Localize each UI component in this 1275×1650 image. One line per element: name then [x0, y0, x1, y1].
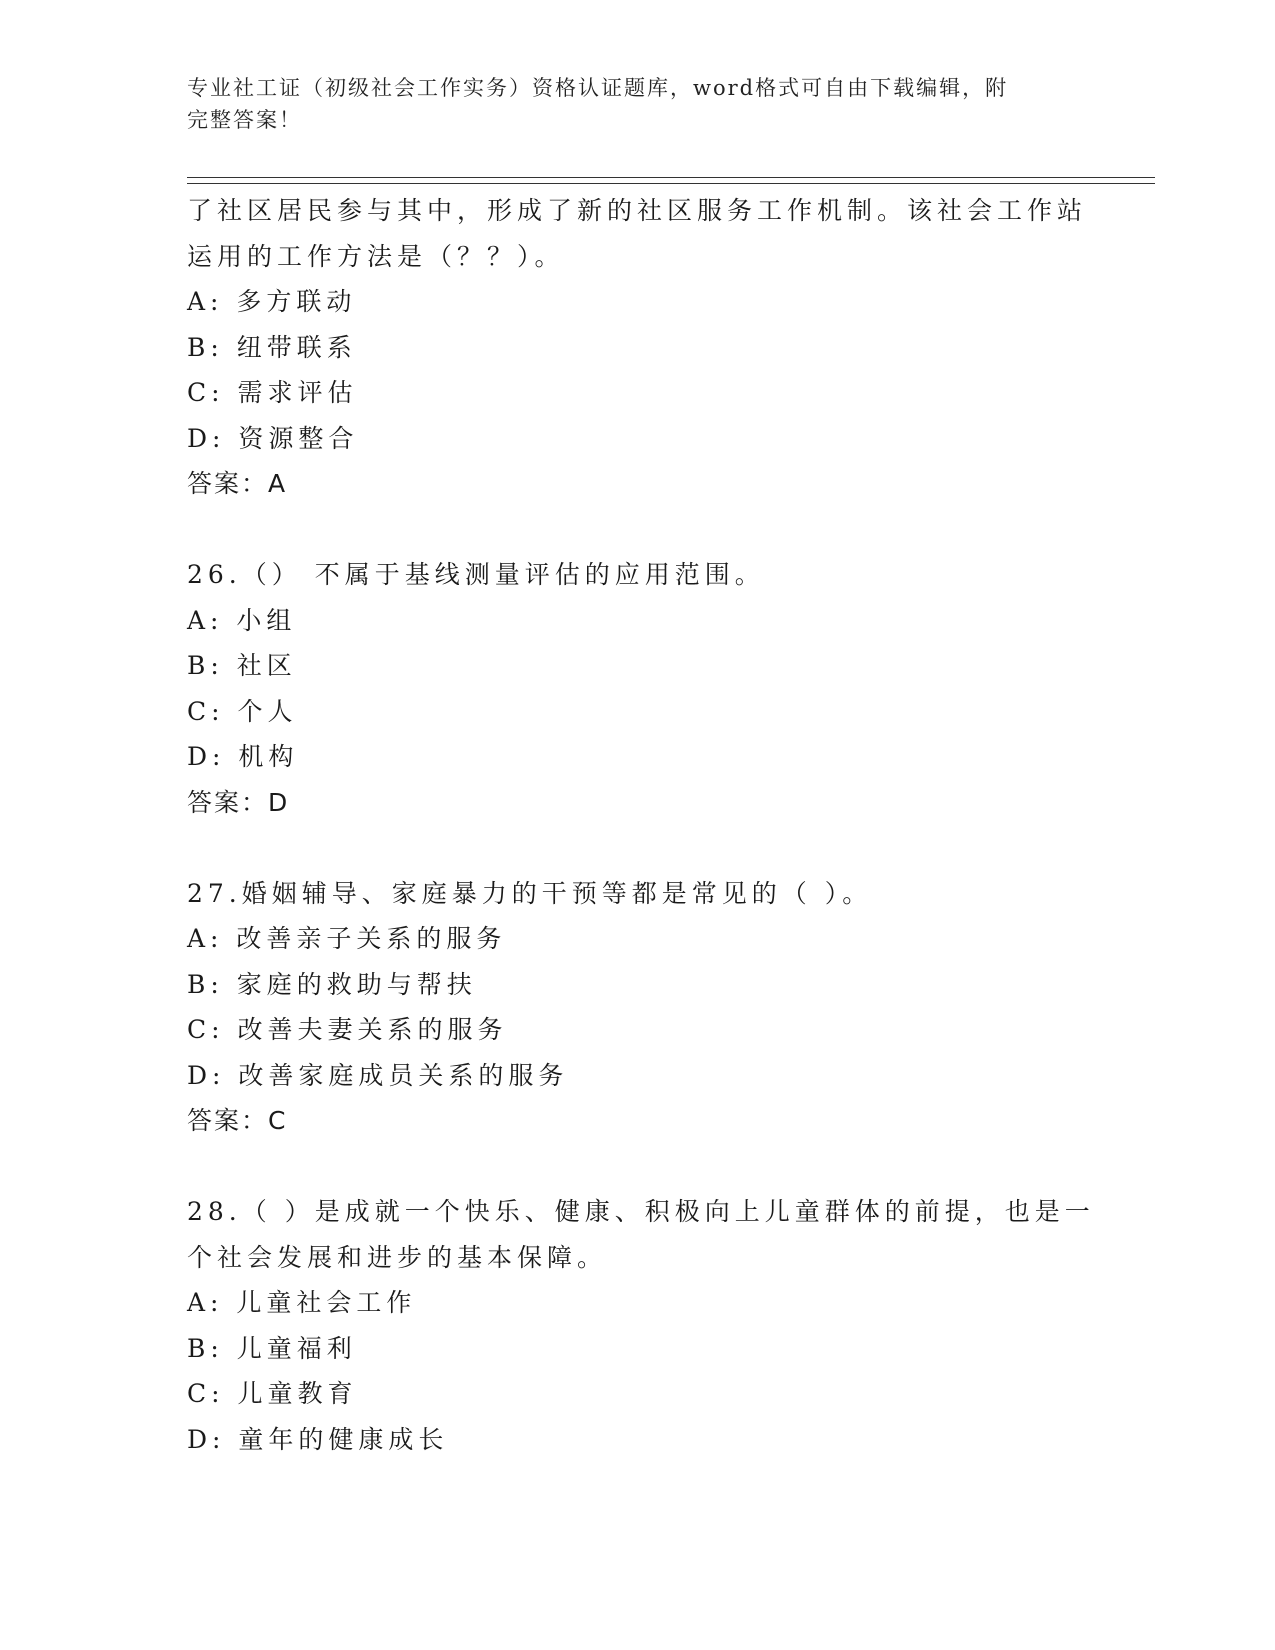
option-c: C: 改善夫妻关系的服务 [187, 1015, 508, 1044]
option-c: C: 需求评估 [187, 378, 358, 407]
answer-line: 答案：A [187, 469, 288, 498]
header-double-rule [187, 177, 1155, 184]
spacer [187, 1144, 1087, 1190]
option-c: C: 个人 [187, 696, 298, 726]
question-stem-line: 28.（ ）是成就一个快乐、健康、积极向上儿童群体的前提，也是一 [187, 1197, 1095, 1226]
answer-line: 答案：C [187, 1106, 288, 1135]
option-a: A: 小组 [187, 605, 297, 635]
header-line-2: 完整答案！ [187, 108, 302, 132]
option-d: D: 童年的健康成长 [187, 1424, 449, 1454]
header-line-1: 专业社工证（初级社会工作实务）资格认证题库，word格式可自由下载编辑，附 [187, 76, 1009, 100]
spacer [187, 825, 1087, 871]
document-body [187, 188, 1095, 1462]
option-d: D: 改善家庭成员关系的服务 [187, 1060, 569, 1090]
question-stem-line: 运用的工作方法是（？？）。 [187, 241, 565, 271]
option-a: A: 儿童社会工作 [187, 1288, 417, 1317]
option-b: B: 儿童福利 [187, 1333, 357, 1363]
option-b: B: 社区 [187, 651, 297, 680]
option-c: C: 儿童教育 [187, 1379, 358, 1408]
question-stem-line: 个社会发展和进步的基本保障。 [187, 1242, 608, 1272]
option-d: D: 机构 [187, 742, 299, 771]
answer-line: 答案：D [187, 787, 290, 817]
option-d: D: 资源整合 [187, 423, 359, 453]
option-a: A: 多方联动 [187, 287, 357, 316]
page-header [187, 72, 1067, 136]
option-b: B: 纽带联系 [187, 332, 357, 362]
spacer [187, 507, 1087, 553]
option-a: A: 改善亲子关系的服务 [187, 924, 507, 953]
question-25-continuation [187, 188, 1087, 507]
option-b: B: 家庭的救助与帮扶 [187, 969, 477, 999]
question-stem: 26.（） 不属于基线测量评估的应用范围。 [187, 560, 765, 589]
question-stem-line: 了社区居民参与其中，形成了新的社区服务工作机制。该社会工作站 [187, 196, 1088, 225]
question-28 [187, 1189, 1095, 1462]
question-27 [187, 871, 1087, 1144]
question-26 [187, 552, 1087, 825]
question-stem: 27.婚姻辅导、家庭暴力的干预等都是常见的（ ）。 [187, 878, 873, 908]
